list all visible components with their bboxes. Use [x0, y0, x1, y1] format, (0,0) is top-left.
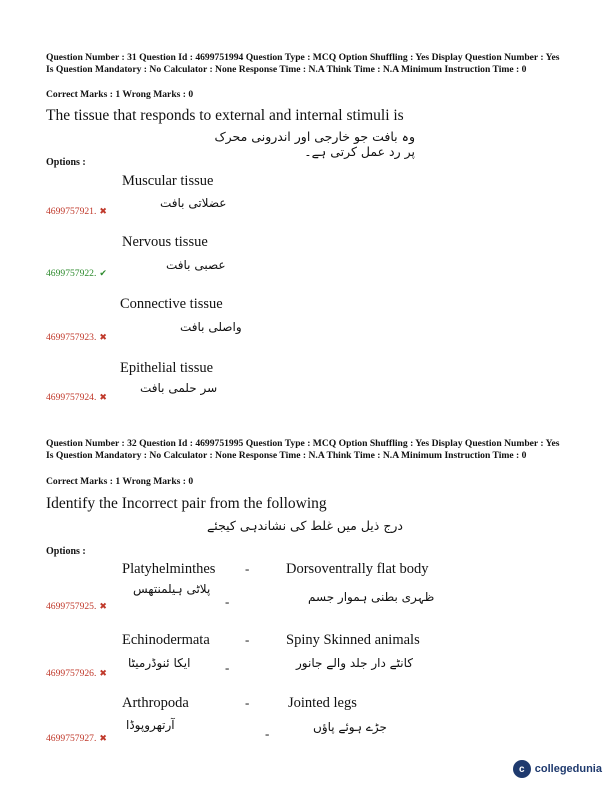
q31-options-label: Options :	[46, 157, 86, 168]
q31-marks: Correct Marks : 1 Wrong Marks : 0	[46, 89, 194, 100]
q32-option-3-id: 4699757927. ✖	[46, 733, 107, 744]
q32-option-1-dash: -	[245, 561, 250, 576]
q31-option-2-text[interactable]: Nervous tissue	[122, 234, 208, 250]
q32-option-1-urdu2: ظہری بطنی ہموار جسم	[308, 590, 435, 604]
q31-text: The tissue that responds to external and internal stimuli is	[46, 107, 404, 124]
q32-option-1-col1[interactable]: Platyhelminthes	[122, 561, 216, 577]
q32-meta: Question Number : 32 Question Id : 4699751995 Question Type : MCQ Option Shuffling : Yes Display Question Number : Yes Is Question Mandatory : No Calculator : None Response Time : N.A Think Time : N.A Minimum Instruction Time : 0	[46, 438, 560, 461]
q31-option-4-id: 4699757924. ✖	[46, 392, 107, 403]
q31-option-3-id: 4699757923. ✖	[46, 332, 107, 343]
q32-option-2-col2[interactable]: Spiny Skinned animals	[286, 632, 420, 648]
q31-urdu: وہ بافت جو خارجی اور اندرونی محرک پر رد عمل کرتی ہے۔	[214, 129, 415, 159]
cross-icon: ✖	[99, 392, 107, 402]
logo-badge-icon: c	[513, 760, 531, 778]
q32-option-3-col1[interactable]: Arthropoda	[122, 695, 189, 711]
q32-option-2-id: 4699757926. ✖	[46, 668, 107, 679]
q32-option-3-dash: -	[245, 695, 250, 710]
q31-meta: Question Number : 31 Question Id : 4699751994 Question Type : MCQ Option Shuffling : Yes Display Question Number : Yes Is Question Mandatory : No Calculator : None Response Time : N.A Think Time : N.A Minimum Instruction Time : 0	[46, 52, 560, 75]
check-icon: ✔	[99, 268, 107, 278]
q31-option-1-id: 4699757921. ✖	[46, 206, 107, 217]
logo-text: collegedunia	[534, 763, 602, 775]
q32-option-1-urdu1: پلاٹی ہیلمنتھس	[133, 582, 211, 596]
q32-option-2-urdu2: کانٹے دار جلد والے جانور	[296, 656, 414, 670]
cross-icon: ✖	[99, 332, 107, 342]
q32-marks: Correct Marks : 1 Wrong Marks : 0	[46, 476, 194, 487]
q31-option-3-urdu: واصلی بافت	[180, 320, 242, 334]
q32-option-2-dash-urdu: -	[225, 660, 230, 675]
collegedunia-logo	[513, 760, 602, 778]
q32-option-3-urdu1: آرتھروپوڈا	[126, 718, 175, 732]
q32-option-2-urdu1: ایکا ئنوڈرمیٹا	[128, 656, 191, 670]
q32-urdu: درج ذیل میں غلط کی نشاندہی کیجئے	[206, 518, 403, 533]
q32-option-3-urdu2: جڑے ہوئے پاؤں	[313, 720, 387, 734]
q32-option-1-dash-urdu: -	[225, 594, 230, 609]
q32-option-3-col2[interactable]: Jointed legs	[288, 695, 357, 711]
q31-option-1-urdu: عضلاتی بافت	[160, 196, 227, 210]
cross-icon: ✖	[99, 668, 107, 678]
q32-option-2-col1[interactable]: Echinodermata	[122, 632, 210, 648]
q32-option-3-dash-urdu: -	[265, 726, 270, 741]
q31-option-2-urdu: عصبی بافت	[166, 258, 226, 272]
q32-option-1-col2[interactable]: Dorsoventrally flat body	[286, 561, 429, 577]
q31-option-4-text[interactable]: Epithelial tissue	[120, 360, 214, 376]
cross-icon: ✖	[99, 206, 107, 216]
cross-icon: ✖	[99, 733, 107, 743]
q31-option-2-id: 4699757922. ✔	[46, 268, 107, 279]
q32-option-2-dash: -	[245, 632, 250, 647]
cross-icon: ✖	[99, 601, 107, 611]
q32-options-label: Options :	[46, 546, 86, 557]
q32-text: Identify the Incorrect pair from the following	[46, 495, 327, 512]
q31-option-3-text[interactable]: Connective tissue	[120, 296, 223, 312]
q32-option-1-id: 4699757925. ✖	[46, 601, 107, 612]
q31-option-4-urdu: سر حلمی بافت	[140, 381, 218, 395]
q31-option-1-text[interactable]: Muscular tissue	[122, 173, 214, 189]
